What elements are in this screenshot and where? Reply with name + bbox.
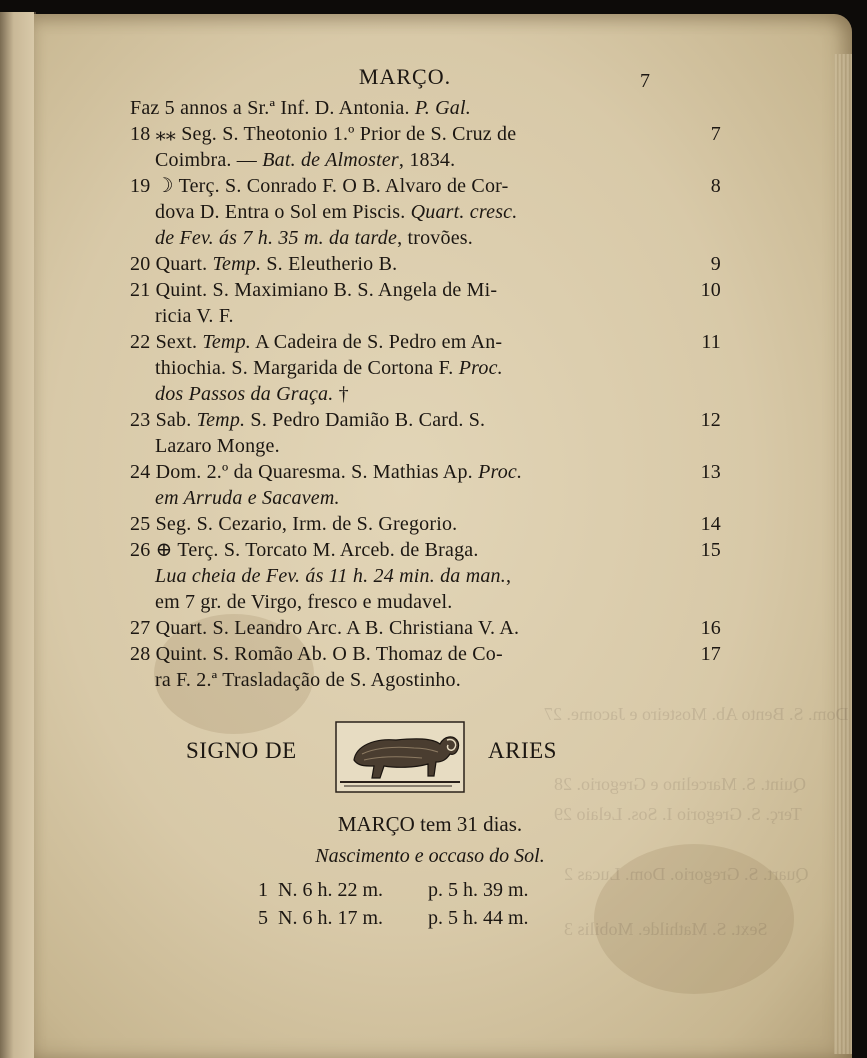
calendar-line [155, 563, 681, 589]
entry-text: Faz 5 annos a Sr.ª Inf. D. Antonia. [130, 97, 415, 119]
entry-text: 26 ⊕ Terç. S. Torcato M. Arceb. de Braga. [130, 539, 479, 561]
entry-text: 22 Sext. [130, 331, 203, 353]
calendar-line [130, 277, 721, 303]
calendar-line [130, 537, 721, 563]
calendar-line [130, 121, 721, 147]
calendar-line [155, 381, 681, 407]
entry-italic-text: de Fev. ás 7 h. 35 m. da tarde [155, 227, 398, 249]
sun-row: 1 N. 6 h. 22 m. p. 5 h. 39 m. [258, 879, 529, 901]
entry-text-after: S. Eleutherio B. [261, 253, 398, 275]
moon-day-number: 11 [701, 331, 721, 353]
calendar-line [130, 407, 721, 433]
moon-day-number: 9 [710, 253, 721, 275]
entry-italic-text: Temp. [202, 331, 251, 353]
entry-text: 27 Quart. S. Leandro Arc. A B. Christiana V. A. [130, 617, 520, 639]
entry-italic-text: dos Passos da Graça. [155, 383, 334, 405]
entry-text: thiochia. S. Margarida de Cortona F. [155, 357, 459, 379]
entry-text-after: A Cadeira de S. Pedro em An- [250, 331, 503, 353]
calendar-line [130, 459, 721, 485]
calendar-line [130, 173, 721, 199]
calendar-line [130, 641, 721, 667]
bleed-through-text: Sext. S. Mathilde. Mobilis 3 [564, 919, 768, 939]
entry-italic-text: Proc. [458, 357, 503, 379]
signo-label: SIGNO DE [186, 738, 297, 763]
entry-italic-text: Bat. de Almoster [262, 149, 399, 171]
entry-italic-text: Lua cheia de Fev. ás 11 h. 24 min. da man. [155, 565, 506, 587]
sun-row: 5 N. 6 h. 17 m. p. 5 h. 44 m. [258, 907, 529, 929]
entry-italic-text: P. Gal. [414, 97, 471, 119]
signo-aries: ARIES [488, 738, 557, 763]
moon-day-number: 12 [700, 409, 721, 431]
calendar-line [130, 251, 721, 277]
sun-table-title: Nascimento e occaso do Sol. [315, 845, 545, 867]
calendar-line [155, 667, 681, 693]
entry-text: 20 Quart. [130, 253, 213, 275]
entry-italic-text: Temp. [196, 409, 246, 431]
entry-text-after: S. Pedro Damião B. Card. S. [245, 409, 486, 431]
bleed-through-text: Quint. S. Marcelino e Gregorio. 28 [554, 774, 806, 794]
calendar-line [155, 303, 681, 329]
entry-text: Coimbra. — [155, 149, 263, 171]
entry-italic-text: Quart. cresc. [410, 201, 518, 223]
calendar-line [155, 199, 681, 225]
facing-page-edge [0, 12, 36, 1058]
entry-text: dova D. Entra o Sol em Piscis. [155, 201, 411, 223]
entry-italic-text: Temp. [212, 253, 262, 275]
entry-text: 19 ☽ Terç. S. Conrado F. O B. Alvaro de Cor- [130, 175, 509, 197]
entry-italic-text: Proc. [478, 461, 523, 483]
moon-day-number: 14 [700, 513, 721, 535]
calendar-line [155, 355, 681, 381]
entry-text-after: , trovões. [397, 227, 473, 249]
entry-text: ricia V. F. [155, 305, 234, 327]
entry-italic-text: em Arruda e Sacavem. [155, 487, 340, 509]
calendar-line [155, 485, 681, 511]
bleed-through-text: Dom. S. Bento Ab. Mosteiro e Jacome. 27 [544, 704, 849, 724]
moon-day-number: 15 [700, 539, 721, 561]
entry-text-after: , 1834. [398, 149, 456, 171]
month-days: MARÇO tem 31 dias. [337, 812, 523, 836]
entry-text: 25 Seg. S. Cezario, Irm. de S. Gregorio. [130, 513, 458, 535]
entry-text-after: , [505, 565, 512, 587]
page-edge-shading [834, 54, 852, 1054]
calendar-line [130, 615, 721, 641]
bleed-through-text: Terç. S. Gregorio I. Sos. Lelaio 29 [554, 804, 802, 824]
entry-text: 18 ⁎⁎ Seg. S. Theotonio 1.º Prior de S. Cruz de [130, 123, 517, 145]
calendar-line [155, 589, 681, 615]
entry-text: Lazaro Monge. [155, 435, 280, 457]
entry-text: 24 Dom. 2.º da Quaresma. S. Mathias Ap. [130, 461, 479, 483]
calendar-line [155, 147, 681, 173]
month-heading: MARÇO. [358, 64, 452, 89]
bleed-through-text: Quart. S. Gregorio. Dom. Lucas 2 [564, 864, 809, 884]
entry-text: 23 Sab. [130, 409, 197, 431]
moon-day-number: 17 [700, 643, 721, 665]
moon-day-number: 16 [700, 617, 721, 639]
calendar-line [130, 511, 721, 537]
calendar-line [130, 95, 681, 121]
entry-text: ra F. 2.ª Trasladação de S. Agostinho. [155, 669, 461, 691]
page-number: 7 [640, 70, 650, 92]
moon-day-number: 10 [700, 279, 721, 301]
entry-text-after: † [333, 383, 349, 405]
calendar-line [155, 225, 681, 251]
calendar-line [155, 433, 681, 459]
ram-icon [334, 716, 466, 794]
entry-text: 21 Quint. S. Maximiano B. S. Angela de Mi- [130, 279, 498, 301]
entry-text: em 7 gr. de Virgo, fresco e mudavel. [155, 591, 453, 613]
calendar-line [130, 329, 721, 355]
moon-day-number: 8 [710, 175, 721, 197]
entry-text: 28 Quint. S. Romão Ab. O B. Thomaz de Co- [130, 643, 503, 665]
moon-day-number: 7 [710, 123, 721, 145]
moon-day-number: 13 [700, 461, 721, 483]
